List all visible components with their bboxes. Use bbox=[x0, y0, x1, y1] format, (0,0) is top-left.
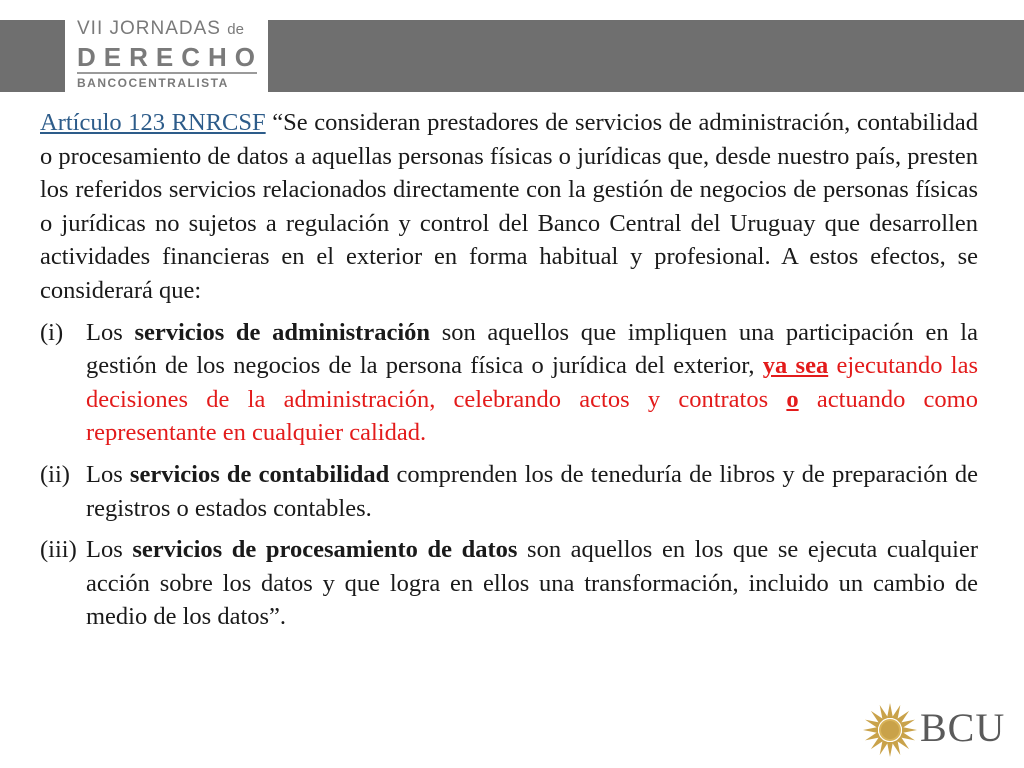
header-bar-left bbox=[0, 20, 65, 92]
list-item-i bbox=[40, 316, 978, 450]
item-bold-term: servicios de contabilidad bbox=[129, 460, 390, 488]
bcu-logo bbox=[862, 700, 1012, 760]
item-text-part: comprenden los de teneduría de libros y de preparación de registros o estados contables. bbox=[86, 460, 978, 522]
item-text bbox=[86, 316, 978, 450]
sun-emblem-icon bbox=[862, 702, 918, 758]
logo-line1 bbox=[77, 18, 244, 40]
item-bold-term: servicios de administración bbox=[134, 318, 431, 346]
slide-content bbox=[40, 106, 978, 642]
logo-divider bbox=[77, 72, 257, 74]
item-text-part: son aquellos que impliquen una participación en la gestión de los negocios de la persona física o jurídica del exterior, bbox=[86, 318, 978, 380]
logo-line1-text: VII JORNADAS bbox=[77, 18, 221, 39]
article-paragraph bbox=[40, 106, 978, 308]
item-text-part: son aquellos en los que se ejecuta cualquier acción sobre los datos y que logra en ellos una transformación, incluido un cambio de medio de los datos”. bbox=[86, 536, 979, 631]
item-underlined-term: o bbox=[786, 385, 799, 413]
item-label: (i) bbox=[40, 318, 64, 346]
item-text-part: Los bbox=[86, 536, 133, 564]
jornadas-logo bbox=[75, 14, 265, 96]
item-text-part: Los bbox=[86, 460, 130, 488]
header-bar-right bbox=[268, 20, 1024, 92]
article-intro: “Se consideran prestadores de servicios de administración, contabilidad o procesamiento de datos a aquellas personas físicas o jurídicas que, desde nuestro país, presten los referidos servicios relacionados directamente con la gestión de negocios de personas físicas o jurídicas no sujetos a regulación y control del Banco Central del Uruguay que desarrollen actividades financieras en el exterior en forma habitual y profesional. A estos efectos, se considerará que: bbox=[40, 109, 978, 304]
item-underlined-term: ya sea bbox=[762, 352, 829, 380]
logo-line3: BANCOCENTRALISTA bbox=[77, 76, 229, 90]
list-item-ii bbox=[40, 458, 978, 525]
item-bold-term: servicios de procesamiento de datos bbox=[132, 536, 518, 564]
article-reference: Artículo 123 RNRCSF bbox=[40, 109, 266, 136]
item-label: (iii) bbox=[40, 536, 77, 564]
item-highlight-text: ejecutando las decisiones de la administración, celebrando actos y contratos bbox=[86, 352, 979, 413]
logo-line1-suffix: de bbox=[227, 21, 244, 38]
item-text bbox=[86, 458, 978, 525]
item-text-part: Los bbox=[86, 318, 135, 346]
bcu-brand-text: BCU bbox=[920, 705, 1006, 750]
logo-line2: DERECHO bbox=[77, 42, 264, 72]
item-label: (ii) bbox=[40, 460, 70, 488]
item-text bbox=[86, 533, 978, 634]
list-item-iii bbox=[40, 533, 978, 634]
item-highlight-text: actuando como representante en cualquier calidad. bbox=[86, 385, 978, 447]
